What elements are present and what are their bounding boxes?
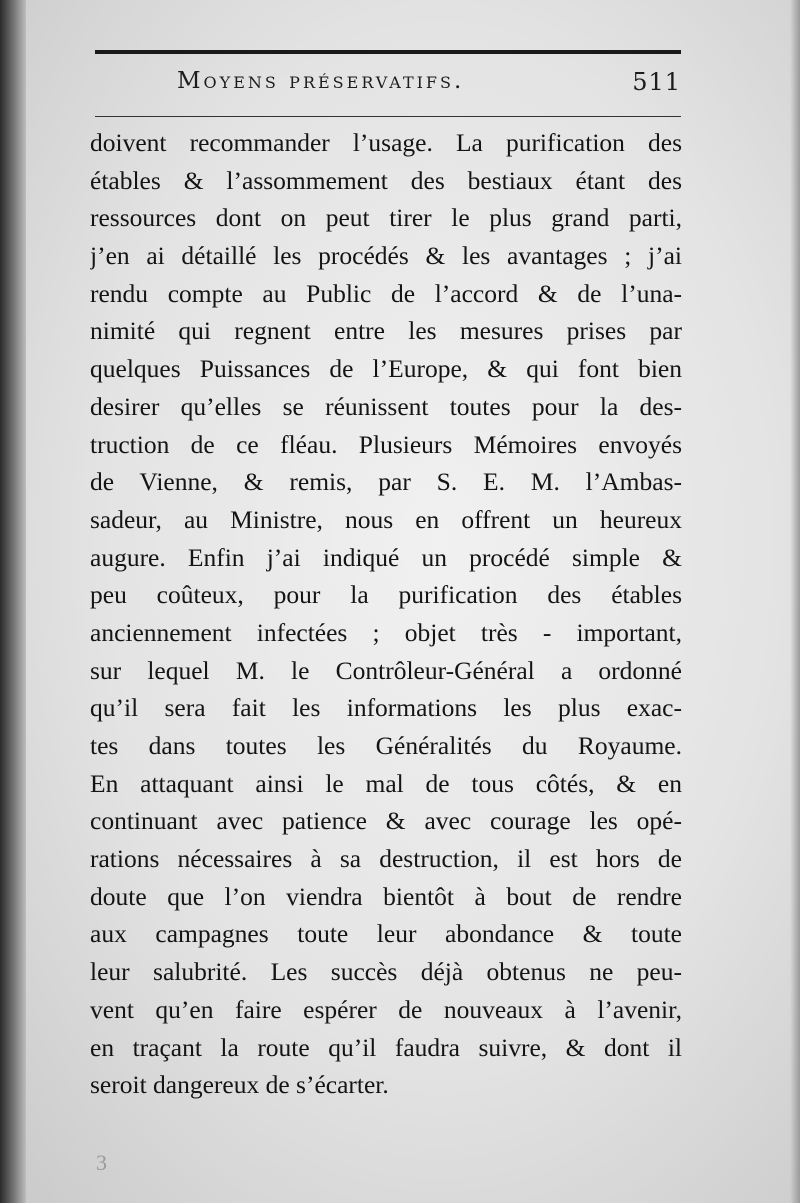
text-line: tes dans toutes les Généralités du Royaume.	[90, 731, 682, 760]
signature-mark: 3	[96, 1150, 107, 1175]
text-line: vent qu’en faire espérer de nouveaux à l’avenir,	[90, 994, 682, 1024]
text-line: j’en ai détaillé les procédés & les avantages ; j’ai	[90, 241, 682, 271]
text-line: augure. Enfin j’ai indiqué un procédé simple &	[90, 542, 682, 572]
page-gutter-shadow	[0, 0, 26, 1203]
text-line: doute que l’on viendra bientôt à bout de rendre	[90, 881, 682, 911]
text-line: aux campagnes toute leur abondance & toute	[90, 919, 682, 949]
text-line: leur salubrité. Les succès déjà obtenus ne peu-	[90, 957, 682, 987]
text-line: qu’il sera fait les informations les plus exac-	[90, 693, 682, 723]
text-line: anciennement infectées ; objet très - important,	[90, 617, 682, 647]
text-line: de Vienne, & remis, par S. E. M. l’Ambas-	[90, 467, 682, 497]
text-line: nimité qui regnent entre les mesures prises par	[90, 316, 682, 346]
text-line: En attaquant ainsi le mal de tous côtés, & en	[90, 768, 682, 798]
text-line: quelques Puissances de l’Europe, & qui font bien	[90, 354, 682, 384]
text-line-last: seroit dangereux de s’écarter.	[90, 1070, 389, 1100]
text-line: rations nécessaires à sa destruction, il est hors de	[90, 844, 682, 874]
text-line: sadeur, au Ministre, nous en offrent un heureux	[90, 504, 682, 534]
header-top-rule	[95, 50, 681, 54]
text-line: rendu compte au Public de l’accord & de l’una-	[90, 278, 682, 308]
running-head	[95, 64, 681, 104]
text-line: sur lequel M. le Contrôleur-Général a ordonné	[90, 655, 682, 685]
page-edge-shadow	[790, 0, 800, 1203]
page-number: 511	[632, 68, 681, 96]
text-line: desirer qu’elles se réunissent toutes pour la des-	[90, 391, 682, 421]
text-line: doivent recommander l’usage. La purification des	[90, 128, 682, 157]
text-line: ressources dont on peut tirer le plus grand parti,	[90, 203, 682, 233]
text-line: étables & l’assommement des bestiaux étant des	[90, 165, 682, 195]
header-bottom-rule	[95, 116, 681, 117]
body-text	[90, 124, 682, 1104]
text-line: continuant avec patience & avec courage les opé-	[90, 806, 682, 836]
running-title: Moyens préservatifs.	[177, 68, 465, 94]
text-line: peu coûteux, pour la purification des étables	[90, 580, 682, 610]
text-line: en traçant la route qu’il faudra suivre, & dont il	[90, 1032, 682, 1062]
text-line: truction de ce fléau. Plusieurs Mémoires envoyés	[90, 429, 682, 459]
